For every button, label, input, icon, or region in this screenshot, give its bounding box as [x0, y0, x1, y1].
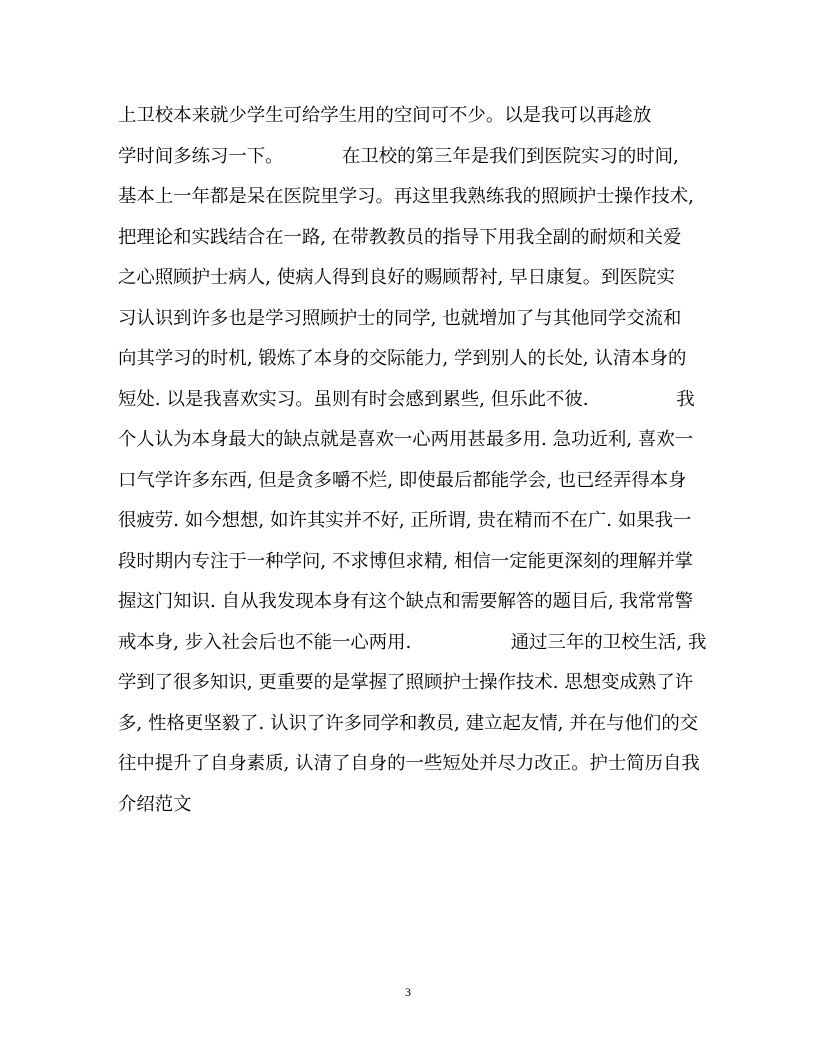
text-line: 学到了很多知识, 更重要的是掌握了照顾护士操作技术. 思想变成熟了许 — [118, 672, 694, 693]
text-line: 介绍范文 — [118, 793, 192, 815]
text-line: 很疲劳. 如今想想, 如许其实并不好, 正所谓, 贵在精而不在广. 如果我一 — [118, 510, 692, 531]
text-line: 上卫校本来就少学生可给学生用的空间可不少。以是我可以再趁放 — [118, 105, 652, 126]
text-line: 个人认为本身最大的缺点就是喜欢一心两用甚最多用. 急功近利, 喜欢一 — [118, 429, 694, 450]
text-line: 习认识到许多也是学习照顾护士的同学, 也就增加了与其他同学交流和 — [118, 307, 682, 329]
page-number: 3 — [405, 985, 411, 999]
text-line: 学时间多练习一下。 在卫校的第三年是我们到医院实习的时间, — [118, 145, 679, 167]
body-text — [118, 96, 718, 825]
text-line: 短处. 以是我喜欢实习。虽则有时会感到累些, 但乐此不彼. 我 — [118, 388, 695, 410]
text-line: 之心照顾护士病人, 使病人得到良好的赐顾帮衬, 早日康复。到医院实 — [118, 267, 675, 288]
text-line: 向其学习的时机, 锻炼了本身的交际能力, 学到别人的长处, 认清本身的 — [118, 348, 687, 369]
text-line: 握这门知识. 自从我发现本身有这个缺点和需要解答的题目后, 我常常警 — [118, 591, 694, 612]
text-line: 往中提升了自身素质, 认清了自身的一些短处并尽力改正。护士简历自我 — [118, 753, 700, 774]
text-line: 基本上一年都是呆在医院里学习。再这里我熟练我的照顾护士操作技术, — [118, 186, 694, 207]
text-line: 把理论和实践结合在一路, 在带教教员的指导下用我全副的耐烦和关爱 — [118, 226, 682, 248]
text-line: 口气学许多东西, 但是贪多嚼不烂, 即使最后都能学会, 也已经弄得本身 — [118, 469, 687, 491]
text-line: 段时期内专注于一种学问, 不求博但求精, 相信一定能更深刻的理解并掌 — [118, 550, 694, 572]
text-line: 戒本身, 步入社会后也不能一心两用. 通过三年的卫校生活, 我 — [118, 631, 707, 653]
text-line: 多, 性格更坚毅了. 认识了许多同学和教员, 建立起友情, 并在与他们的交 — [118, 712, 699, 734]
